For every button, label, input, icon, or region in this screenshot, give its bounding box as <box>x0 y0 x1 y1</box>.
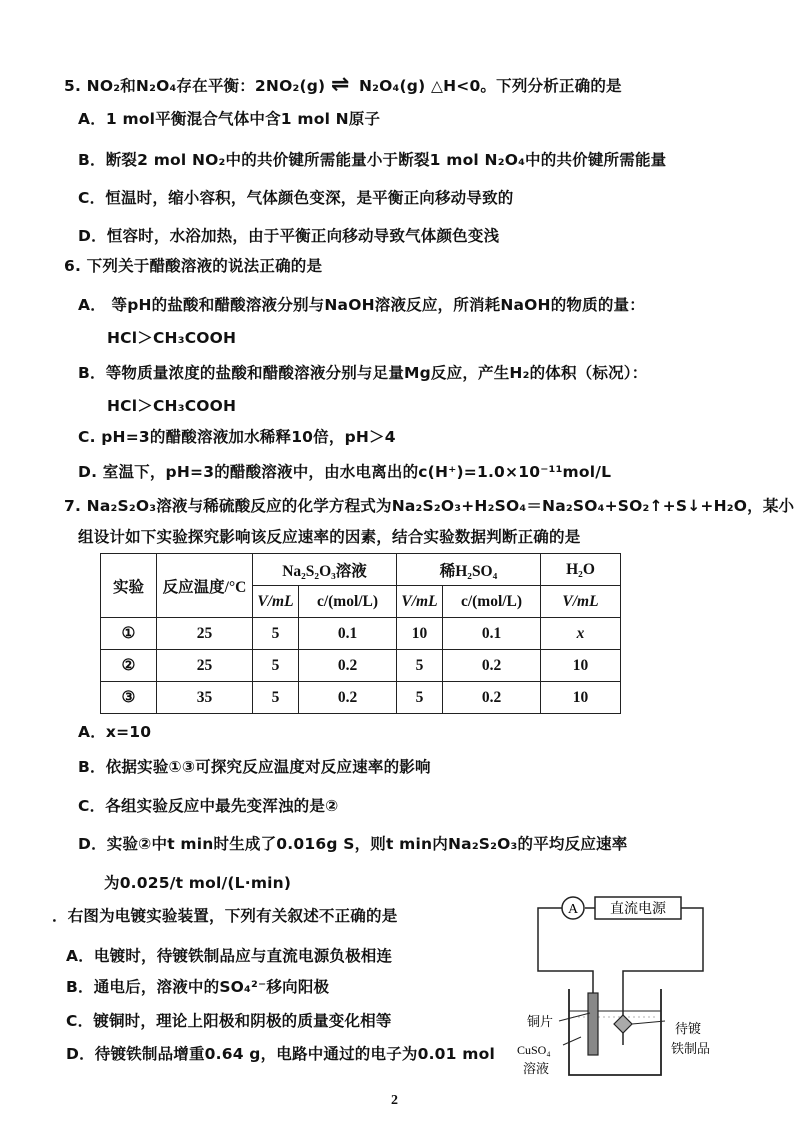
electroplating-apparatus <box>505 893 735 1083</box>
q7-option-d-cont: 为0.025/t mol/(L·min) <box>104 874 292 892</box>
subheader-volume: V/mL <box>541 586 621 618</box>
q5-option-c: C．恒温时，缩小容积，气体颜色变深，是平衡正向移动导致的 <box>78 189 514 207</box>
copper-label: 铜片 <box>527 1015 554 1030</box>
table-cell: x <box>541 618 621 650</box>
table-cell: 0.2 <box>443 682 541 714</box>
q8-option-a: A．电镀时，待镀铁制品应与直流电源负极相连 <box>66 947 393 965</box>
table-cell: 10 <box>541 682 621 714</box>
table-row <box>101 650 621 682</box>
header-h2o: H₂O <box>541 554 621 586</box>
q5-option-d: D．恒容时，水浴加热，由于平衡正向移动导致气体颜色变浅 <box>78 227 500 245</box>
experiment-table <box>100 553 621 714</box>
table-cell: 25 <box>157 618 253 650</box>
table-cell: ③ <box>101 682 157 714</box>
subheader-volume: V/mL <box>397 586 443 618</box>
table-cell: 0.2 <box>299 650 397 682</box>
q5-stem: 5. NO₂和N₂O₄存在平衡：2NO₂(g) ⇌ N₂O₄(g) △H<0。下列分析正确的是 <box>64 72 622 97</box>
table-cell: 35 <box>157 682 253 714</box>
page-number: 2 <box>391 1093 398 1108</box>
header-h2so4: 稀H₂SO₄ <box>397 554 541 586</box>
table-cell: ② <box>101 650 157 682</box>
table-cell: ① <box>101 618 157 650</box>
table-row <box>101 618 621 650</box>
q6-option-d: D. 室温下，pH=3的醋酸溶液中，由水电离出的c(H⁺)=1.0×10⁻¹¹mol/L <box>78 463 612 481</box>
q7-option-b: B．依据实验①③可探究反应温度对反应速率的影响 <box>78 758 431 776</box>
q6-option-b-cont: HCl＞CH₃COOH <box>107 397 237 415</box>
subheader-volume: V/mL <box>253 586 299 618</box>
q7-option-d: D．实验②中t min时生成了0.016g S，则t min内Na₂S₂O₃的平均反应速率 <box>78 835 628 853</box>
subheader-concentration: c/(mol/L) <box>299 586 397 618</box>
table-cell: 5 <box>253 650 299 682</box>
table-cell: 5 <box>397 650 443 682</box>
q7-option-a: A．x=10 <box>78 723 152 741</box>
q6-option-a: A． 等pH的盐酸和醋酸溶液分别与NaOH溶液反应，所消耗NaOH的物质的量： <box>78 296 645 314</box>
table-cell: 0.2 <box>443 650 541 682</box>
beaker <box>569 989 661 1075</box>
q5-option-a: A．1 mol平衡混合气体中含1 mol N原子 <box>78 110 381 128</box>
q6-option-a-cont: HCl＞CH₃COOH <box>107 329 237 347</box>
cuso4-label: CuSO₄ <box>517 1043 551 1057</box>
copper-electrode <box>588 993 598 1055</box>
q7-stem-line1: 7. Na₂S₂O₃溶液与稀硫酸反应的化学方程式为Na₂S₂O₃+H₂SO₄＝Na₂SO₄+SO₂↑+S↓+H₂O，某小 <box>64 497 794 515</box>
header-temperature: 反应温度/°C <box>157 554 253 618</box>
q8-option-d: D．待镀铁制品增重0.64 g，电路中通过的电子为0.01 mol <box>66 1045 495 1063</box>
q5-option-b: B．断裂2 mol NO₂中的共价键所需能量小于断裂1 mol N₂O₄中的共价键所需能量 <box>78 151 667 169</box>
header-experiment: 实验 <box>101 554 157 618</box>
iron-item <box>614 1015 632 1033</box>
table-cell: 5 <box>253 618 299 650</box>
table-cell: 0.1 <box>299 618 397 650</box>
table-cell: 0.1 <box>443 618 541 650</box>
header-na2s2o3: Na₂S₂O₃溶液 <box>253 554 397 586</box>
q7-stem-line2: 组设计如下实验探究影响该反应速率的因素，结合实验数据判断正确的是 <box>78 528 581 546</box>
subheader-concentration: c/(mol/L) <box>443 586 541 618</box>
table-cell: 5 <box>253 682 299 714</box>
table-cell: 5 <box>397 682 443 714</box>
q6-option-c: C. pH=3的醋酸溶液加水稀释10倍，pH＞4 <box>78 428 396 446</box>
ammeter-label: A <box>567 902 579 917</box>
q6-option-b: B．等物质量浓度的盐酸和醋酸溶液分别与足量Mg反应，产生H₂的体积（标况）： <box>78 364 648 382</box>
table-cell: 10 <box>541 650 621 682</box>
q8-option-b: B．通电后，溶液中的SO₄²⁻移向阳极 <box>66 978 330 996</box>
iron-label-1: 待镀 <box>675 1022 702 1037</box>
solution-label: 溶液 <box>523 1062 550 1077</box>
table-cell: 25 <box>157 650 253 682</box>
q8-option-c: C．镀铜时，理论上阳极和阴极的质量变化相等 <box>66 1012 392 1030</box>
table-cell: 10 <box>397 618 443 650</box>
iron-label-2: 铁制品 <box>671 1042 711 1057</box>
table-row <box>101 682 621 714</box>
q6-stem: 6. 下列关于醋酸溶液的说法正确的是 <box>64 257 323 275</box>
table-cell: 0.2 <box>299 682 397 714</box>
q7-option-c: C．各组实验反应中最先变浑浊的是② <box>78 797 339 815</box>
q8-stem: ．右图为电镀实验装置，下列有关叙述不正确的是 <box>52 907 398 925</box>
power-supply-label: 直流电源 <box>610 901 666 917</box>
